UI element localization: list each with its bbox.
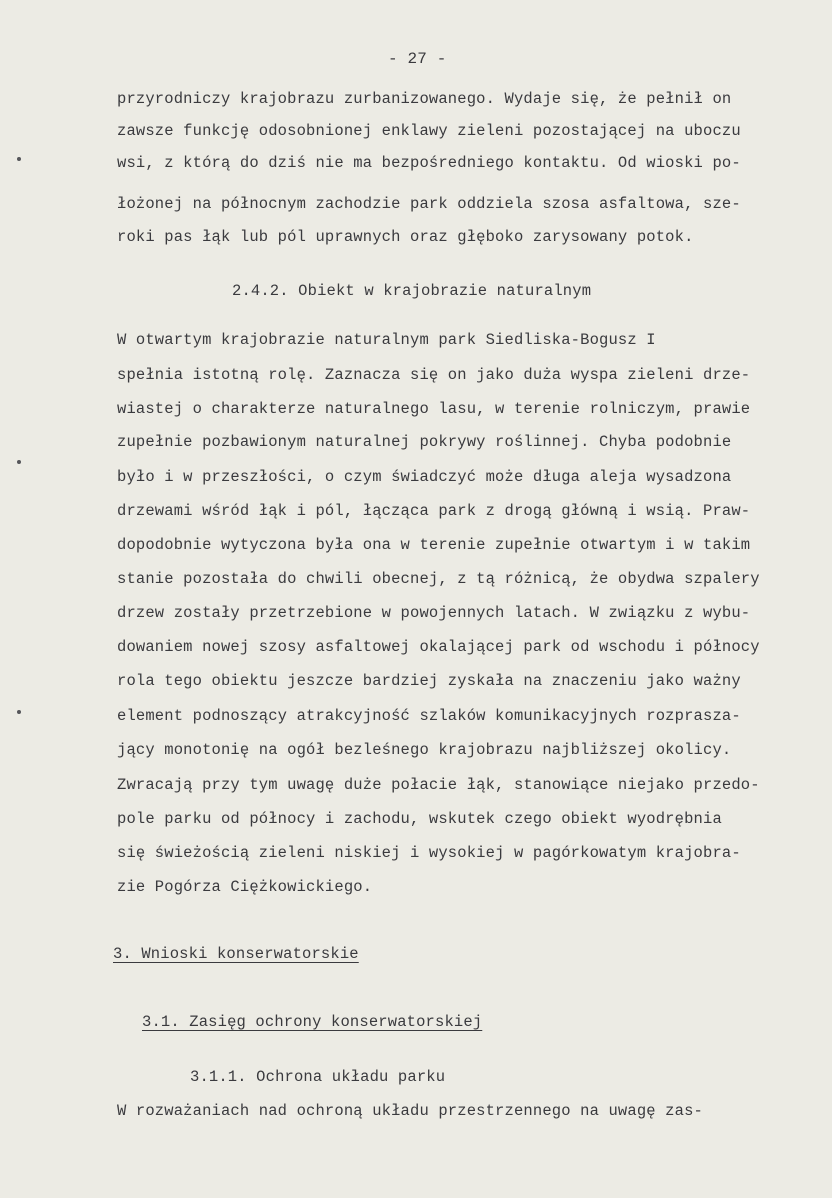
paragraph-line: jący monotonię na ogół bezleśnego krajobrazu najbliższej okolicy.: [117, 741, 732, 759]
paragraph-line: przyrodniczy krajobrazu zurbanizowanego. Wydaje się, że pełnił on: [117, 90, 732, 108]
paragraph-line: rola tego obiektu jeszcze bardziej zyskała na znaczeniu jako ważny: [117, 672, 741, 690]
section-heading-3: 3. Wnioski konserwatorskie: [113, 945, 359, 963]
paragraph-line: Zwracają przy tym uwagę duże połacie łąk, stanowiące niejako przedo-: [117, 776, 760, 794]
margin-mark: [17, 710, 21, 714]
paragraph-line: zawsze funkcję odosobnionej enklawy zieleni pozostającej na uboczu: [117, 122, 741, 140]
paragraph-line: spełnia istotną rolę. Zaznacza się on jako duża wyspa zieleni drze-: [117, 366, 751, 384]
paragraph-line: wsi, z którą do dziś nie ma bezpośredniego kontaktu. Od wioski po-: [117, 154, 741, 172]
paragraph-line: zie Pogórza Ciężkowickiego.: [117, 878, 373, 896]
paragraph-line: stanie pozostała do chwili obecnej, z tą różnicą, że obydwa szpalery: [117, 570, 760, 588]
section-heading-3-1-1: 3.1.1. Ochrona układu parku: [190, 1068, 446, 1086]
paragraph-line: pole parku od północy i zachodu, wskutek czego obiekt wyodrębnia: [117, 810, 722, 828]
section-heading-2-4-2: 2.4.2. Obiekt w krajobrazie naturalnym: [232, 282, 592, 300]
paragraph-line: zupełnie pozbawionym naturalnej pokrywy roślinnej. Chyba podobnie: [117, 433, 732, 451]
paragraph-line: dowaniem nowej szosy asfaltowej okalającej park od wschodu i północy: [117, 638, 760, 656]
page-number: - 27 -: [388, 50, 447, 68]
section-heading-3-1: 3.1. Zasięg ochrony konserwatorskiej: [142, 1013, 483, 1031]
paragraph-line: W otwartym krajobrazie naturalnym park Siedliska-Bogusz I: [117, 331, 656, 349]
paragraph-line: drzewami wśród łąk i pól, łącząca park z drogą główną i wsią. Praw-: [117, 502, 751, 520]
paragraph-line: dopodobnie wytyczona była ona w terenie zupełnie otwartym i w takim: [117, 536, 751, 554]
paragraph-line: drzew zostały przetrzebione w powojennych latach. W związku z wybu-: [117, 604, 751, 622]
paragraph-line: łożonej na północnym zachodzie park oddziela szosa asfaltowa, sze-: [117, 195, 741, 213]
paragraph-line: W rozważaniach nad ochroną układu przestrzennego na uwagę zas-: [117, 1102, 703, 1120]
paragraph-line: wiastej o charakterze naturalnego lasu, w terenie rolniczym, prawie: [117, 400, 751, 418]
margin-mark: [17, 460, 21, 464]
margin-mark: [17, 157, 21, 161]
paragraph-line: roki pas łąk lub pól uprawnych oraz głęboko zarysowany potok.: [117, 228, 694, 246]
paragraph-line: było i w przeszłości, o czym świadczyć może długa aleja wysadzona: [117, 468, 732, 486]
paragraph-line: się świeżością zieleni niskiej i wysokiej w pagórkowatym krajobra-: [117, 844, 741, 862]
paragraph-line: element podnoszący atrakcyjność szlaków komunikacyjnych rozprasza-: [117, 707, 741, 725]
